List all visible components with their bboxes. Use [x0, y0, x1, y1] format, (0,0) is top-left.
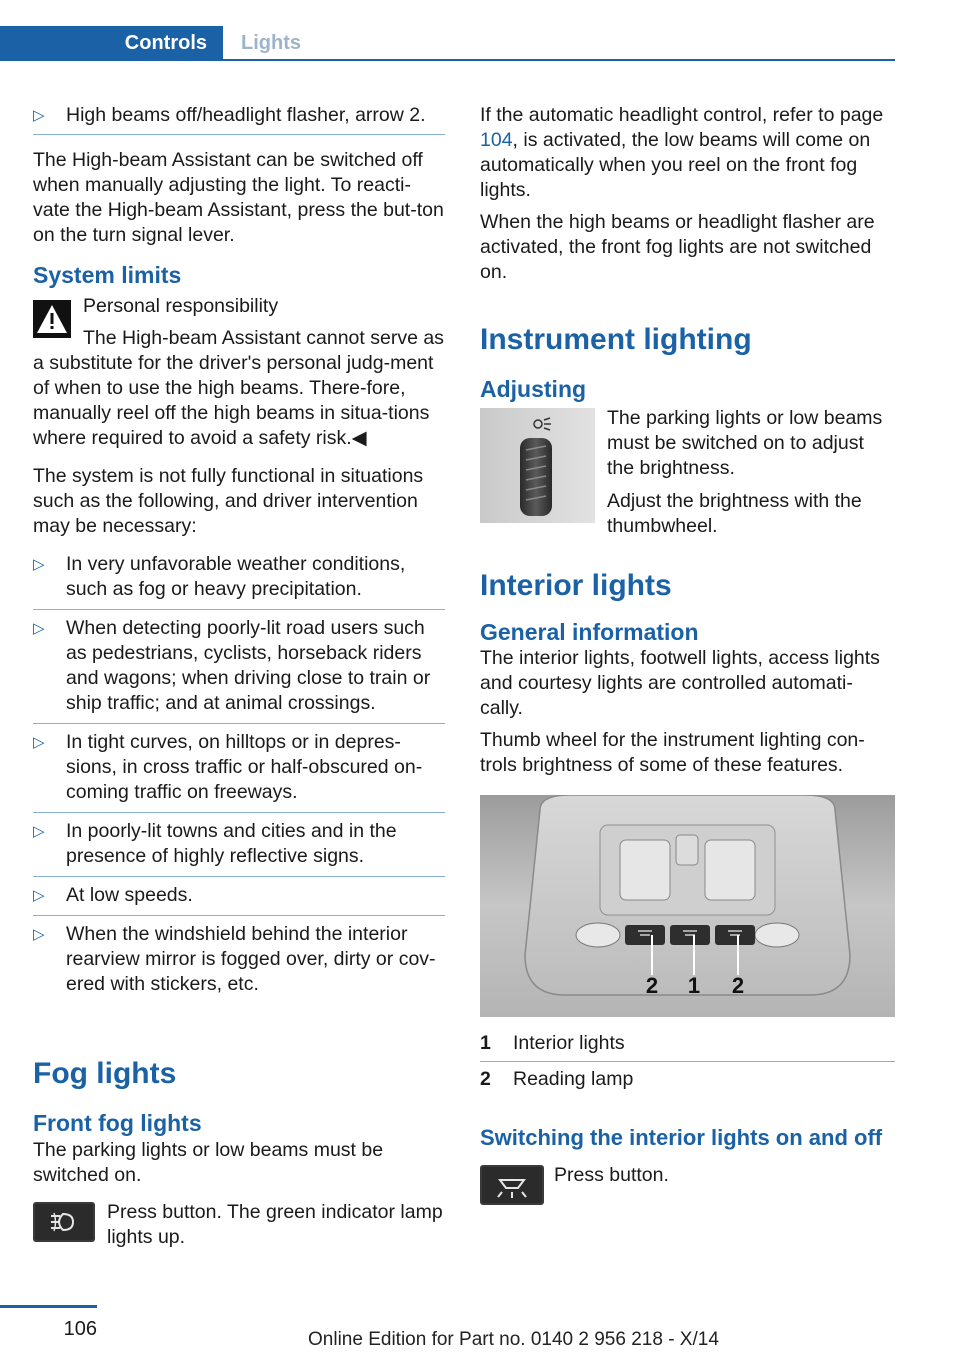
edition-footer: Online Edition for Part no. 0140 2 956 218 - X/14 [308, 1329, 719, 1350]
bullet-triangle-icon: ▷ [33, 556, 45, 573]
fog-button-text: Press button. The green indicator lamp lights up. [107, 1201, 443, 1248]
list-item [33, 610, 445, 724]
press-button-block [480, 1163, 895, 1208]
paragraph: If the automatic headlight control, refer to page 104, is activated, the low beams will come on automatically when you reel on the front fog lights. [480, 104, 884, 201]
adjust-block [480, 406, 895, 556]
figure-label: 2 [645, 973, 659, 998]
heading-fog-lights: Fog lights [33, 1057, 177, 1090]
heading-adjusting: Adjusting [480, 376, 587, 402]
list-item [33, 546, 445, 610]
interior-light-button-icon [480, 1165, 544, 1205]
list-item-text: When detecting poorly-lit road users such as pedestrians, cyclists, horseback riders and wagons; when driving close to train or ship traffic; and at animal crossings. [66, 617, 431, 714]
press-button-text: Press button. [554, 1164, 669, 1186]
bullet-triangle-icon: ▷ [33, 620, 45, 637]
figure-label: 1 [687, 973, 701, 998]
warning-block [33, 294, 445, 451]
list-item-text: When the windshield behind the interior rearview mirror is fogged over, dirty or cov‐ered with stickers, etc. [66, 923, 436, 995]
fog-light-button-icon [33, 1202, 95, 1242]
limits-list [33, 546, 445, 1004]
heading-front-fog-lights: Front fog lights [33, 1110, 202, 1136]
warning-title: Personal responsibility [83, 295, 279, 317]
page-number: 106 [0, 1305, 97, 1341]
adjust-text: The parking lights or low beams must be switched on to adjust the brightness. Adjust the brightness with the thumbwheel. [607, 407, 883, 537]
paragraph: The High-beam Assistant can be switched off when manually adjusting the light. To reacti‐vate the High-beam Assistant, press the but‐ton on the turn signal lever. [33, 149, 444, 246]
legend-item: 2 Reading lamp [480, 1068, 634, 1090]
list-item-text: In poorly-lit towns and cities and in the presence of highly reflective signs. [66, 820, 397, 867]
list-item [33, 877, 445, 916]
warning-text: The High-beam Assistant cannot serve as a substitute for the driver's personal judg‐ment of when to use the high beams. There‐fore, manually reel off the high beams in situa‐tions where required to avoid a safety risk.◀ [33, 327, 444, 449]
paragraph: When the high beams or headlight flasher are activated, the front fog lights are not switched on. [480, 211, 875, 283]
heading-switching-interior-lights: Switching the interior lights on and off [480, 1125, 883, 1150]
heading-interior-lights: Interior lights [480, 569, 672, 602]
bullet-triangle-icon: ▷ [33, 734, 45, 751]
warning-triangle-icon [33, 300, 71, 338]
list-item-text: In tight curves, on hilltops or in depres‐sions, in cross traffic or half-obscured on‐coming traffic on freeways. [66, 731, 423, 803]
paragraph: The system is not fully functional in situations such as the following, and driver intervention may be necessary: [33, 465, 424, 537]
bullet-triangle-icon: ▷ [33, 887, 45, 904]
list-item-text: At low speeds. [66, 884, 193, 906]
bullet-triangle-icon: ▷ [33, 926, 45, 943]
list-item [33, 916, 445, 1004]
bullet-triangle-icon: ▷ [33, 823, 45, 840]
paragraph: Thumb wheel for the instrument lighting con‐trols brightness of some of these features. [480, 729, 865, 776]
list-item-text: High beams off/headlight flasher, arrow 2. [66, 104, 426, 126]
interior-lights-figure [480, 795, 895, 1017]
paragraph: The interior lights, footwell lights, access lights and courtesy lights are controlled automati‐cally. [480, 647, 880, 719]
heading-general-information: General information [480, 619, 699, 645]
figure-label: 2 [731, 973, 745, 998]
paragraph: The parking lights or low beams must be switched on. [33, 1139, 384, 1186]
list-item [33, 103, 445, 135]
heading-instrument-lighting: Instrument lighting [480, 323, 752, 356]
left-column [33, 103, 445, 1250]
header-rule [223, 59, 895, 61]
heading-system-limits: System limits [33, 262, 182, 288]
fog-button-block [33, 1200, 445, 1250]
right-column [480, 103, 895, 1208]
header-tab-lights[interactable]: Lights [241, 32, 301, 54]
bullet-triangle-icon: ▷ [33, 107, 45, 124]
list-item [33, 724, 445, 813]
thumbwheel-image [480, 408, 595, 523]
page-header [0, 26, 895, 61]
figure-legend [480, 1031, 895, 1092]
page-link[interactable]: 104 [480, 129, 513, 151]
list-item [33, 813, 445, 877]
header-tab-controls[interactable]: Controls [0, 26, 223, 61]
list-item-text: In very unfavorable weather conditions, such as fog or heavy precipitation. [66, 553, 406, 600]
legend-item: 1 Interior lights [480, 1031, 895, 1062]
